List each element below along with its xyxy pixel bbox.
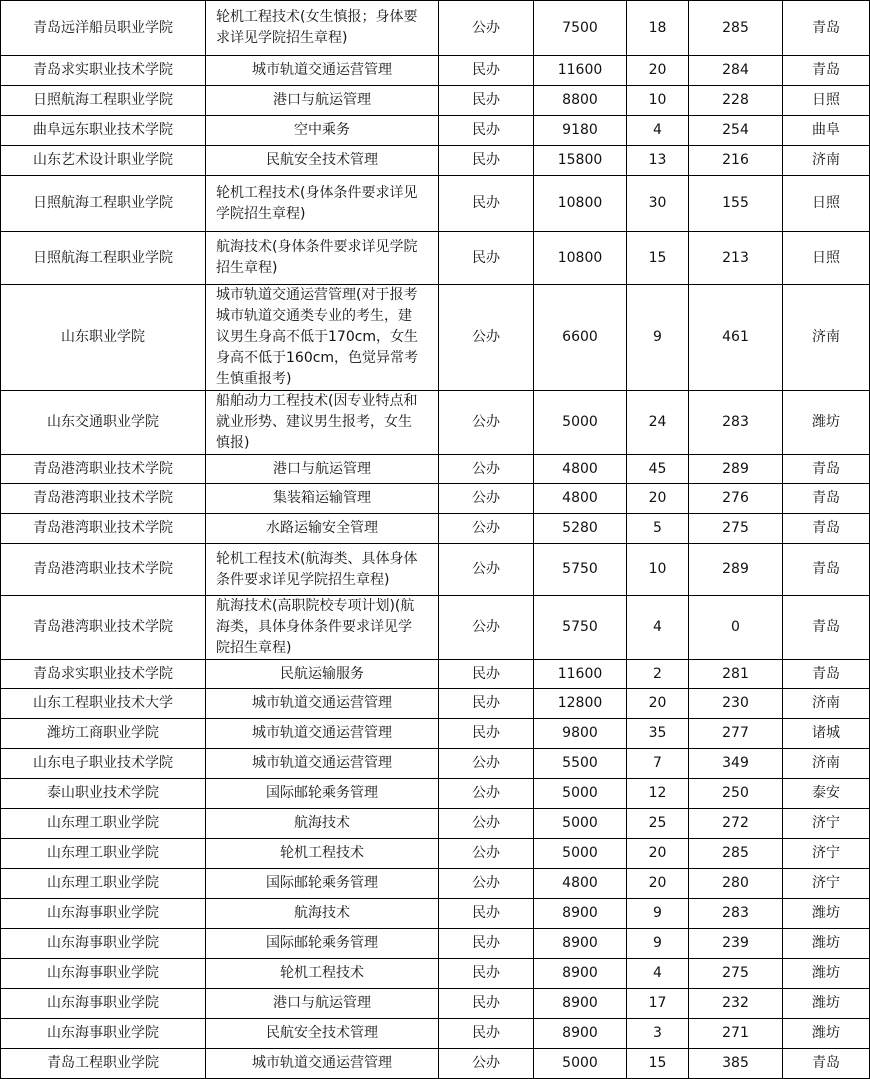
cell-city: 日照 — [783, 232, 870, 285]
cell-fee: 8900 — [534, 899, 627, 929]
cell-score: 228 — [689, 86, 783, 116]
cell-type: 公办 — [439, 455, 534, 484]
cell-major: 城市轨道交通运营管理 — [206, 56, 439, 86]
cell-school: 山东理工职业学院 — [1, 869, 206, 899]
cell-score: 250 — [689, 779, 783, 809]
cell-fee: 5000 — [534, 839, 627, 869]
cell-major: 轮机工程技术 — [206, 839, 439, 869]
table-row — [1, 1, 870, 56]
cell-major: 民航运输服务 — [206, 660, 439, 689]
cell-score: 275 — [689, 959, 783, 989]
cell-plan: 10 — [627, 86, 689, 116]
cell-score: 284 — [689, 56, 783, 86]
cell-plan: 12 — [627, 779, 689, 809]
table-row — [1, 232, 870, 285]
table-row — [1, 285, 870, 391]
cell-school: 青岛港湾职业技术学院 — [1, 514, 206, 544]
cell-city: 青岛 — [783, 514, 870, 544]
cell-score: 385 — [689, 1049, 783, 1079]
cell-major: 航海技术 — [206, 809, 439, 839]
table-body — [1, 1, 870, 1079]
cell-fee: 8900 — [534, 1019, 627, 1049]
cell-plan: 3 — [627, 1019, 689, 1049]
cell-type: 民办 — [439, 1019, 534, 1049]
cell-score: 271 — [689, 1019, 783, 1049]
cell-city: 青岛 — [783, 455, 870, 484]
table-row — [1, 455, 870, 484]
cell-fee: 7500 — [534, 1, 627, 56]
cell-plan: 18 — [627, 1, 689, 56]
cell-type: 公办 — [439, 1, 534, 56]
table-row — [1, 779, 870, 809]
cell-major: 港口与航运管理 — [206, 86, 439, 116]
cell-fee: 4800 — [534, 484, 627, 514]
cell-fee: 8900 — [534, 959, 627, 989]
table-row — [1, 1019, 870, 1049]
cell-major: 船舶动力工程技术(因专业特点和 就业形势、建议男生报考，女生 慎报) — [206, 391, 439, 455]
cell-school: 青岛求实职业技术学院 — [1, 660, 206, 689]
table-row — [1, 1049, 870, 1079]
cell-fee: 5750 — [534, 544, 627, 596]
cell-school: 日照航海工程职业学院 — [1, 176, 206, 232]
cell-school: 山东海事职业学院 — [1, 929, 206, 959]
cell-plan: 9 — [627, 285, 689, 391]
cell-major: 国际邮轮乘务管理 — [206, 779, 439, 809]
cell-plan: 5 — [627, 514, 689, 544]
cell-type: 民办 — [439, 232, 534, 285]
cell-plan: 35 — [627, 719, 689, 749]
cell-score: 289 — [689, 455, 783, 484]
cell-type: 民办 — [439, 899, 534, 929]
cell-plan: 25 — [627, 809, 689, 839]
cell-major: 空中乘务 — [206, 116, 439, 146]
cell-fee: 10800 — [534, 176, 627, 232]
cell-school: 山东海事职业学院 — [1, 959, 206, 989]
cell-city: 诸城 — [783, 719, 870, 749]
cell-city: 青岛 — [783, 596, 870, 660]
cell-city: 潍坊 — [783, 1019, 870, 1049]
cell-fee: 8900 — [534, 989, 627, 1019]
cell-plan: 20 — [627, 689, 689, 719]
cell-plan: 10 — [627, 544, 689, 596]
cell-school: 青岛港湾职业技术学院 — [1, 455, 206, 484]
cell-major: 水路运输安全管理 — [206, 514, 439, 544]
cell-city: 济宁 — [783, 839, 870, 869]
table-row — [1, 391, 870, 455]
cell-major: 国际邮轮乘务管理 — [206, 929, 439, 959]
cell-school: 青岛港湾职业技术学院 — [1, 596, 206, 660]
cell-major: 民航安全技术管理 — [206, 146, 439, 176]
cell-type: 公办 — [439, 1049, 534, 1079]
table-row — [1, 869, 870, 899]
cell-major: 轮机工程技术(身体条件要求详见 学院招生章程) — [206, 176, 439, 232]
cell-fee: 6600 — [534, 285, 627, 391]
cell-fee: 12800 — [534, 689, 627, 719]
cell-plan: 30 — [627, 176, 689, 232]
cell-major: 城市轨道交通运营管理 — [206, 719, 439, 749]
cell-score: 349 — [689, 749, 783, 779]
cell-type: 公办 — [439, 749, 534, 779]
cell-type: 公办 — [439, 839, 534, 869]
cell-fee: 5000 — [534, 809, 627, 839]
table-row — [1, 749, 870, 779]
cell-type: 民办 — [439, 116, 534, 146]
cell-fee: 5280 — [534, 514, 627, 544]
cell-city: 潍坊 — [783, 929, 870, 959]
table-row — [1, 989, 870, 1019]
cell-major: 城市轨道交通运营管理 — [206, 1049, 439, 1079]
cell-city: 潍坊 — [783, 989, 870, 1019]
cell-city: 青岛 — [783, 1, 870, 56]
cell-city: 济宁 — [783, 869, 870, 899]
cell-type: 民办 — [439, 56, 534, 86]
cell-city: 潍坊 — [783, 899, 870, 929]
table-row — [1, 660, 870, 689]
cell-major: 航海技术(身体条件要求详见学院 招生章程) — [206, 232, 439, 285]
cell-major: 民航安全技术管理 — [206, 1019, 439, 1049]
cell-plan: 4 — [627, 116, 689, 146]
cell-score: 272 — [689, 809, 783, 839]
cell-score: 216 — [689, 146, 783, 176]
cell-school: 山东海事职业学院 — [1, 989, 206, 1019]
cell-fee: 15800 — [534, 146, 627, 176]
cell-score: 254 — [689, 116, 783, 146]
cell-plan: 24 — [627, 391, 689, 455]
cell-school: 青岛港湾职业技术学院 — [1, 484, 206, 514]
cell-score: 232 — [689, 989, 783, 1019]
cell-plan: 4 — [627, 959, 689, 989]
cell-fee: 11600 — [534, 56, 627, 86]
cell-type: 公办 — [439, 596, 534, 660]
cell-score: 281 — [689, 660, 783, 689]
cell-major: 航海技术(高职院校专项计划)(航 海类，具体身体条件要求详见学 院招生章程) — [206, 596, 439, 660]
cell-city: 济南 — [783, 749, 870, 779]
table-row — [1, 899, 870, 929]
cell-school: 山东海事职业学院 — [1, 899, 206, 929]
cell-plan: 15 — [627, 232, 689, 285]
table-row — [1, 929, 870, 959]
cell-score: 285 — [689, 1, 783, 56]
cell-plan: 15 — [627, 1049, 689, 1079]
cell-school: 青岛远洋船员职业学院 — [1, 1, 206, 56]
table-row — [1, 809, 870, 839]
table-row — [1, 86, 870, 116]
cell-school: 日照航海工程职业学院 — [1, 232, 206, 285]
cell-city: 潍坊 — [783, 959, 870, 989]
cell-score: 283 — [689, 391, 783, 455]
cell-city: 青岛 — [783, 660, 870, 689]
cell-type: 民办 — [439, 989, 534, 1019]
cell-type: 公办 — [439, 391, 534, 455]
cell-major: 港口与航运管理 — [206, 989, 439, 1019]
cell-city: 青岛 — [783, 544, 870, 596]
table-row — [1, 689, 870, 719]
cell-fee: 9180 — [534, 116, 627, 146]
cell-fee: 4800 — [534, 869, 627, 899]
table-row — [1, 596, 870, 660]
cell-school: 曲阜远东职业技术学院 — [1, 116, 206, 146]
cell-school: 山东职业学院 — [1, 285, 206, 391]
cell-fee: 9800 — [534, 719, 627, 749]
cell-score: 230 — [689, 689, 783, 719]
cell-city: 日照 — [783, 176, 870, 232]
cell-type: 公办 — [439, 544, 534, 596]
cell-plan: 20 — [627, 484, 689, 514]
cell-type: 公办 — [439, 809, 534, 839]
table-row — [1, 959, 870, 989]
table-row — [1, 146, 870, 176]
table-row — [1, 544, 870, 596]
cell-plan: 4 — [627, 596, 689, 660]
cell-fee: 5500 — [534, 749, 627, 779]
cell-major: 城市轨道交通运营管理(对于报考 城市轨道交通类专业的考生，建 议男生身高不低于170cm，女生 身高不低于160cm，色觉异常考 生慎重报考) — [206, 285, 439, 391]
cell-city: 济南 — [783, 689, 870, 719]
cell-fee: 10800 — [534, 232, 627, 285]
cell-plan: 45 — [627, 455, 689, 484]
cell-fee: 11600 — [534, 660, 627, 689]
cell-major: 轮机工程技术(女生慎报；身体要 求详见学院招生章程) — [206, 1, 439, 56]
cell-city: 济南 — [783, 146, 870, 176]
cell-city: 潍坊 — [783, 391, 870, 455]
cell-city: 济南 — [783, 285, 870, 391]
cell-score: 277 — [689, 719, 783, 749]
cell-school: 山东电子职业技术学院 — [1, 749, 206, 779]
table-row — [1, 176, 870, 232]
cell-school: 青岛工程职业学院 — [1, 1049, 206, 1079]
cell-school: 山东海事职业学院 — [1, 1019, 206, 1049]
cell-score: 155 — [689, 176, 783, 232]
cell-school: 潍坊工商职业学院 — [1, 719, 206, 749]
cell-major: 轮机工程技术(航海类、具体身体 条件要求详见学院招生章程) — [206, 544, 439, 596]
cell-plan: 7 — [627, 749, 689, 779]
cell-major: 航海技术 — [206, 899, 439, 929]
cell-school: 日照航海工程职业学院 — [1, 86, 206, 116]
cell-major: 城市轨道交通运营管理 — [206, 749, 439, 779]
cell-school: 山东理工职业学院 — [1, 839, 206, 869]
cell-type: 公办 — [439, 869, 534, 899]
cell-score: 275 — [689, 514, 783, 544]
cell-fee: 8900 — [534, 929, 627, 959]
cell-type: 民办 — [439, 146, 534, 176]
cell-score: 0 — [689, 596, 783, 660]
cell-plan: 9 — [627, 899, 689, 929]
cell-plan: 9 — [627, 929, 689, 959]
cell-school: 山东交通职业学院 — [1, 391, 206, 455]
cell-school: 山东工程职业技术大学 — [1, 689, 206, 719]
cell-fee: 5000 — [534, 391, 627, 455]
cell-fee: 4800 — [534, 455, 627, 484]
table-row — [1, 839, 870, 869]
table-row — [1, 719, 870, 749]
cell-fee: 8800 — [534, 86, 627, 116]
table-row — [1, 56, 870, 86]
cell-type: 民办 — [439, 689, 534, 719]
cell-type: 公办 — [439, 484, 534, 514]
cell-score: 239 — [689, 929, 783, 959]
cell-major: 轮机工程技术 — [206, 959, 439, 989]
cell-type: 公办 — [439, 514, 534, 544]
cell-school: 山东艺术设计职业学院 — [1, 146, 206, 176]
table-row — [1, 484, 870, 514]
cell-plan: 17 — [627, 989, 689, 1019]
cell-plan: 2 — [627, 660, 689, 689]
cell-type: 公办 — [439, 285, 534, 391]
cell-score: 461 — [689, 285, 783, 391]
cell-fee: 5000 — [534, 779, 627, 809]
cell-type: 公办 — [439, 779, 534, 809]
cell-score: 280 — [689, 869, 783, 899]
cell-type: 民办 — [439, 959, 534, 989]
cell-plan: 13 — [627, 146, 689, 176]
cell-fee: 5750 — [534, 596, 627, 660]
cell-plan: 20 — [627, 869, 689, 899]
cell-type: 民办 — [439, 929, 534, 959]
cell-type: 民办 — [439, 176, 534, 232]
cell-school: 青岛港湾职业技术学院 — [1, 544, 206, 596]
cell-school: 山东理工职业学院 — [1, 809, 206, 839]
cell-school: 泰山职业技术学院 — [1, 779, 206, 809]
cell-score: 276 — [689, 484, 783, 514]
table-row — [1, 116, 870, 146]
cell-school: 青岛求实职业技术学院 — [1, 56, 206, 86]
cell-city: 青岛 — [783, 1049, 870, 1079]
cell-city: 济宁 — [783, 809, 870, 839]
cell-city: 泰安 — [783, 779, 870, 809]
table-row — [1, 514, 870, 544]
cell-plan: 20 — [627, 839, 689, 869]
cell-major: 城市轨道交通运营管理 — [206, 689, 439, 719]
cell-score: 289 — [689, 544, 783, 596]
cell-major: 集装箱运输管理 — [206, 484, 439, 514]
cell-score: 213 — [689, 232, 783, 285]
cell-city: 青岛 — [783, 484, 870, 514]
cell-type: 民办 — [439, 660, 534, 689]
cell-city: 青岛 — [783, 56, 870, 86]
cell-score: 285 — [689, 839, 783, 869]
cell-plan: 20 — [627, 56, 689, 86]
cell-major: 国际邮轮乘务管理 — [206, 869, 439, 899]
cell-major: 港口与航运管理 — [206, 455, 439, 484]
cell-score: 283 — [689, 899, 783, 929]
cell-type: 民办 — [439, 86, 534, 116]
cell-fee: 5000 — [534, 1049, 627, 1079]
cell-city: 曲阜 — [783, 116, 870, 146]
cell-city: 日照 — [783, 86, 870, 116]
cell-type: 民办 — [439, 719, 534, 749]
